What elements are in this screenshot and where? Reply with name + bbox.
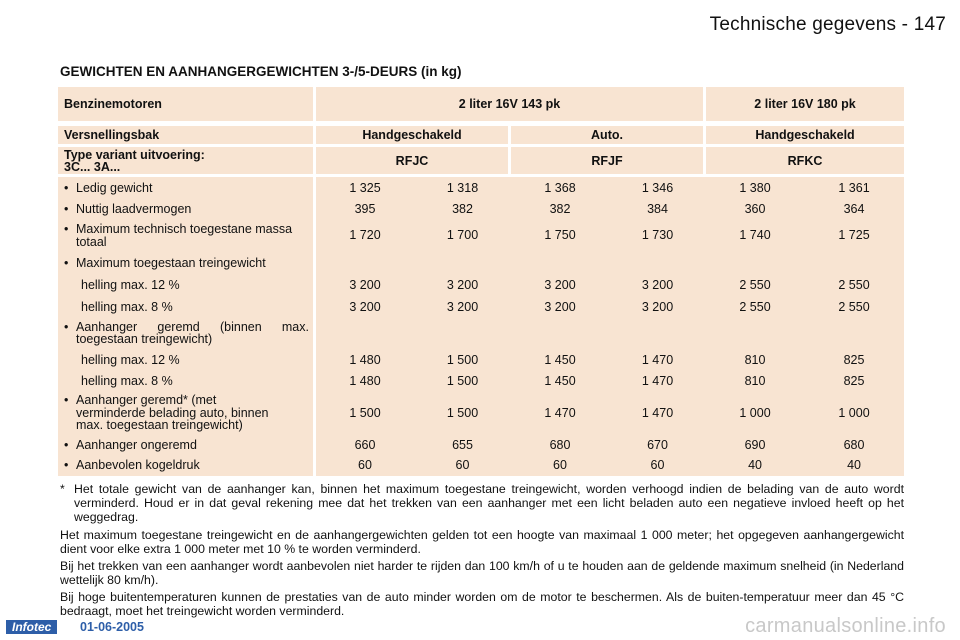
table-cell: 810	[706, 371, 804, 391]
bullet: •	[64, 319, 69, 334]
row-label: helling max. 8 %	[58, 297, 316, 317]
gearbox-row	[58, 126, 904, 147]
table-cell: 3 200	[511, 274, 609, 297]
table-cell: 655	[414, 435, 511, 455]
watermark: carmanualsonline.info	[745, 615, 946, 637]
footer-date: 01-06-2005	[80, 620, 144, 634]
row-label: helling max. 8 %	[58, 371, 316, 391]
table-cell: 680	[804, 435, 904, 455]
row-label: • Aanhanger ongeremd	[58, 435, 316, 455]
table-cell: 40	[706, 455, 804, 476]
type-label	[58, 147, 316, 177]
row-label: • Nuttig laadvermogen	[58, 199, 316, 219]
table-cell: 384	[609, 199, 706, 219]
table-cell	[414, 252, 511, 274]
type-row	[58, 147, 904, 177]
table-cell	[316, 252, 414, 274]
table-cell: 1 470	[511, 391, 609, 435]
table-cell: 2 550	[706, 274, 804, 297]
table-row	[58, 177, 904, 199]
table-cell: 3 200	[609, 274, 706, 297]
table-cell: 1 318	[414, 177, 511, 199]
type-header: RFJF	[511, 147, 706, 177]
table-cell: 1 380	[706, 177, 804, 199]
table-cell: 360	[706, 199, 804, 219]
bullet: •	[64, 201, 69, 216]
table-cell: 1 450	[511, 371, 609, 391]
table-cell: 1 750	[511, 219, 609, 252]
table-cell: 1 346	[609, 177, 706, 199]
table-cell: 1 500	[414, 391, 511, 435]
row-label: • Aanbevolen kogeldruk	[58, 455, 316, 476]
table-cell: 1 361	[804, 177, 904, 199]
row-label: • Maximum toegestaan treingewicht	[58, 252, 316, 274]
table-row	[58, 252, 904, 274]
type-header: RFJC	[316, 147, 511, 177]
table-row	[58, 435, 904, 455]
bullet: •	[64, 222, 69, 236]
paragraph: Bij het trekken van een aanhanger wordt aanbevolen niet harder te rijden dan 100 km/h of u te houden aan de geldende maximum snelheid (in Nederland wettelijk 80 km/h).	[60, 559, 904, 587]
table-cell: 810	[706, 349, 804, 371]
table-row	[58, 391, 904, 435]
engine-row	[58, 87, 904, 126]
bullet: •	[64, 393, 69, 408]
table-cell	[804, 317, 904, 349]
table-cell: 1 720	[316, 219, 414, 252]
footnote	[60, 482, 904, 524]
type-header: RFKC	[706, 147, 904, 177]
table-cell: 825	[804, 349, 904, 371]
table-cell	[804, 252, 904, 274]
section-title: GEWICHTEN EN AANHANGERGEWICHTEN 3-/5-DEURS (in kg)	[60, 64, 462, 79]
table-row	[58, 219, 904, 252]
table-cell: 364	[804, 199, 904, 219]
table-cell	[511, 252, 609, 274]
table-cell: 1 470	[609, 349, 706, 371]
table-cell: 1 480	[316, 371, 414, 391]
table-cell: 2 550	[804, 297, 904, 317]
table-row	[58, 349, 904, 371]
table-cell: 660	[316, 435, 414, 455]
table-cell: 60	[511, 455, 609, 476]
table-cell	[609, 317, 706, 349]
footnote-marker: *	[60, 482, 65, 496]
table-cell: 40	[804, 455, 904, 476]
paragraph: Het maximum toegestane treingewicht en de aanhangergewichten gelden tot een hoogte van maximaal 1 000 meter; het opgegeven aanhangergewicht dient voor elke extra 1 000 meter met 10 % te worden verminderd.	[60, 528, 904, 556]
infotec-logo: Infotec	[6, 620, 57, 634]
table-row	[58, 274, 904, 297]
table-cell: 3 200	[511, 297, 609, 317]
table-cell: 1 470	[609, 371, 706, 391]
table-cell: 1 700	[414, 219, 511, 252]
table-cell: 1 500	[316, 391, 414, 435]
footnotes	[60, 482, 904, 621]
table-row	[58, 297, 904, 317]
bullet: •	[64, 458, 69, 473]
table-cell: 1 725	[804, 219, 904, 252]
table-cell: 680	[511, 435, 609, 455]
table-cell: 1 000	[706, 391, 804, 435]
gearbox-header: Handgeschakeld	[316, 126, 511, 147]
table-cell: 382	[414, 199, 511, 219]
table-cell: 1 500	[414, 349, 511, 371]
table-cell: 1 730	[609, 219, 706, 252]
table-cell: 3 200	[609, 297, 706, 317]
table-cell: 670	[609, 435, 706, 455]
table-row	[58, 317, 904, 349]
engine-header: 2 liter 16V 180 pk	[706, 87, 904, 126]
table-row	[58, 455, 904, 476]
table-cell	[316, 317, 414, 349]
row-label: helling max. 12 %	[58, 349, 316, 371]
table-cell	[706, 252, 804, 274]
table-cell: 3 200	[414, 297, 511, 317]
table-cell: 1 500	[414, 371, 511, 391]
table-cell: 825	[804, 371, 904, 391]
footnote-text: Het totale gewicht van de aanhanger kan, binnen het maximum toegestane treingewicht, worden verhoogd indien de belading van de auto wordt verminderd. Houd er in dat geval rekening mee dat het trekken van een aanhanger met een licht beladen auto een negatieve invloed heeft op het weggedrag.	[74, 482, 904, 524]
table-cell: 3 200	[316, 297, 414, 317]
table-row	[58, 199, 904, 219]
table-cell: 395	[316, 199, 414, 219]
table-cell: 60	[414, 455, 511, 476]
bullet: •	[64, 255, 69, 270]
table-cell	[511, 317, 609, 349]
table-cell: 1 740	[706, 219, 804, 252]
table-cell: 1 325	[316, 177, 414, 199]
gearbox-header: Auto.	[511, 126, 706, 147]
table-cell	[706, 317, 804, 349]
row-label: • Ledig gewicht	[58, 177, 316, 199]
table-cell: 1 450	[511, 349, 609, 371]
table-cell: 2 550	[804, 274, 904, 297]
row-label: helling max. 12 %	[58, 274, 316, 297]
table-cell: 1 000	[804, 391, 904, 435]
type-label-line: 3C... 3A...	[64, 159, 121, 174]
table-cell	[414, 317, 511, 349]
gearbox-label: Versnellingsbak	[58, 126, 316, 147]
bullet: •	[64, 180, 69, 195]
table-cell: 690	[706, 435, 804, 455]
type-label-line: Type variant uitvoering:	[64, 147, 205, 162]
table-cell: 1 368	[511, 177, 609, 199]
table-cell: 3 200	[414, 274, 511, 297]
engine-label: Benzinemotoren	[58, 87, 316, 126]
page-header: Technische gegevens - 147	[709, 14, 946, 35]
table-cell: 382	[511, 199, 609, 219]
table-cell: 2 550	[706, 297, 804, 317]
row-label: • Aanhanger geremd* (met verminderde belading auto, binnen max. toegestaan treingewicht)	[58, 391, 316, 435]
table-cell: 3 200	[316, 274, 414, 297]
table-cell: 60	[316, 455, 414, 476]
weights-table	[58, 87, 904, 476]
table-cell: 60	[609, 455, 706, 476]
gearbox-header: Handgeschakeld	[706, 126, 904, 147]
table-cell: 1 480	[316, 349, 414, 371]
row-label: • Maximum technisch toegestane massa totaal	[58, 219, 316, 252]
bullet: •	[64, 437, 69, 452]
paragraph: Bij hoge buitentemperaturen kunnen de prestaties van de auto minder worden om de motor te beschermen. Als de buiten-temperatuur meer dan 45 °C bedraagt, moet het treingewicht worden verminderd.	[60, 590, 904, 618]
table-row	[58, 371, 904, 391]
row-label: • Aanhanger geremd (binnen max. toegestaan treingewicht)	[58, 317, 316, 349]
table-cell	[609, 252, 706, 274]
table-cell: 1 470	[609, 391, 706, 435]
engine-header: 2 liter 16V 143 pk	[316, 87, 706, 126]
